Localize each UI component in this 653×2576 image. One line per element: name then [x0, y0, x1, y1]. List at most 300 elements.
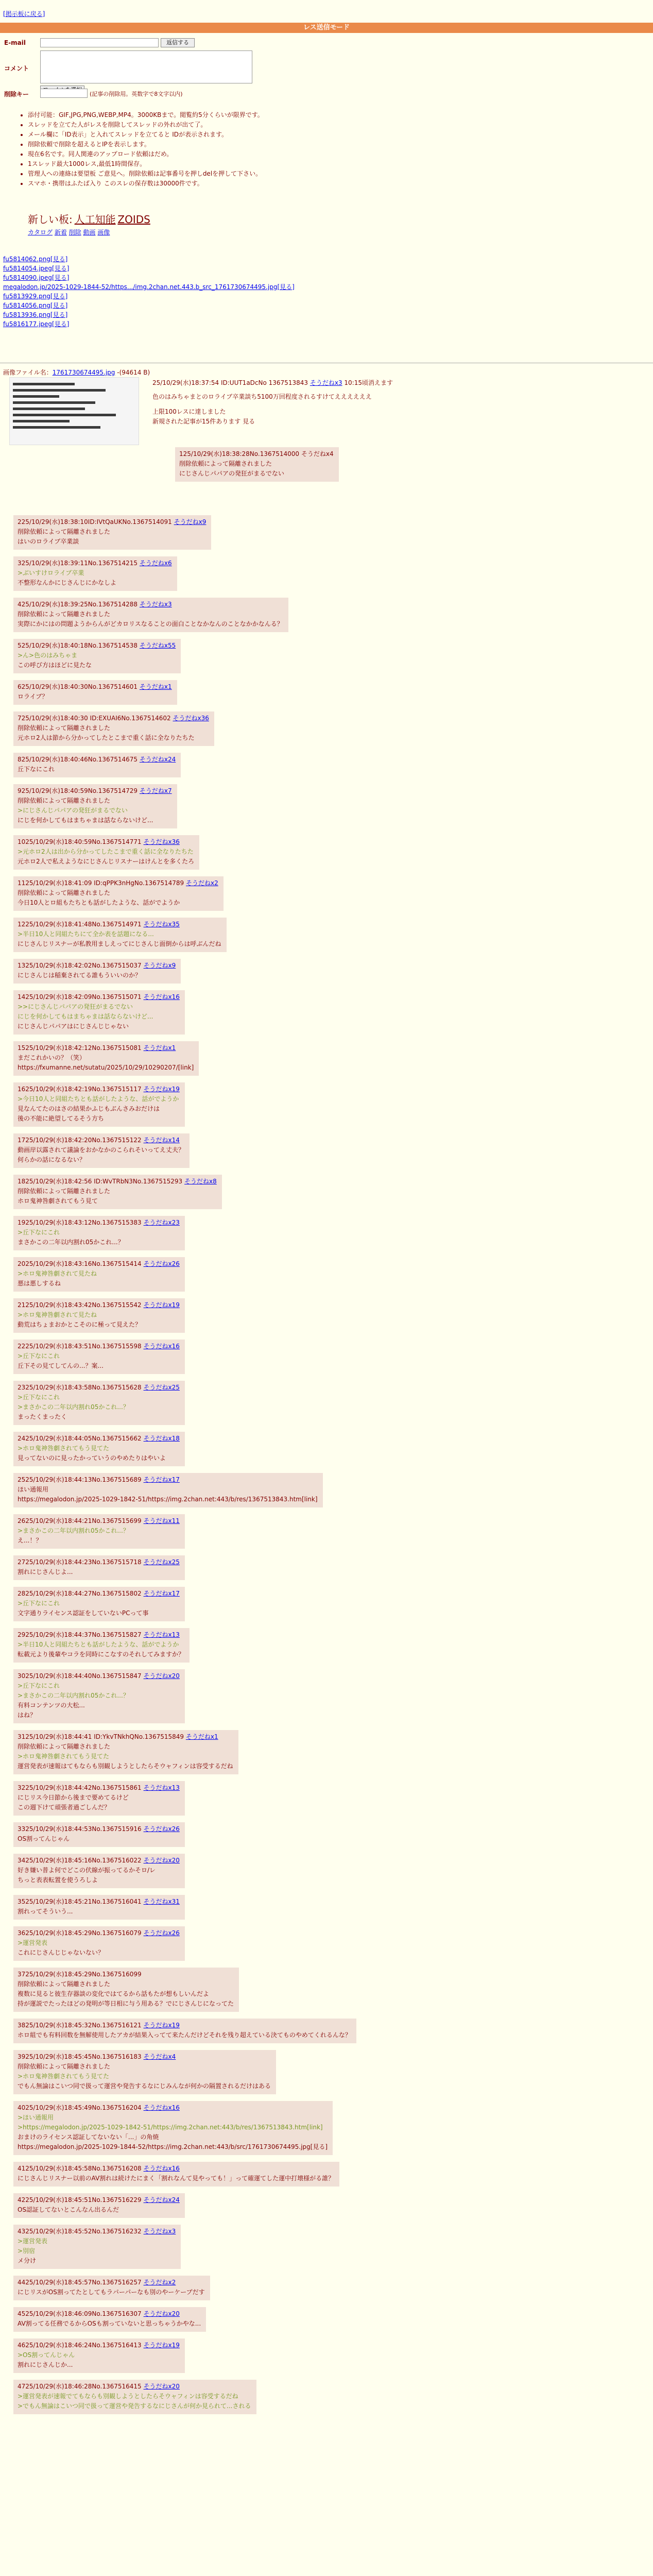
- sodane-link[interactable]: そうだねx31: [143, 1898, 180, 1905]
- reply-line: ほい通報用: [18, 1486, 49, 1493]
- reply-line: おまけのライセンス認証してないない「...」の角焼: [18, 2133, 159, 2141]
- reply-header: [18, 2341, 180, 2350]
- reply-line: 削除依頼によって隔離されました: [18, 1980, 111, 1988]
- op-line: 上限100レスに達しました: [152, 408, 226, 415]
- reply-post: [13, 1968, 239, 2012]
- reply-header: [18, 1824, 180, 1834]
- reply-line: >ほい通報用: [18, 2114, 54, 2121]
- op-nested-reply: [175, 447, 339, 482]
- reply-line: ホロ組でも有料回数を無解使用したアカが結果入ってて来たんだけどそれを残り超えている決てものやめてくれるんな？: [18, 2031, 351, 2039]
- sodane-link[interactable]: そうだねx19: [143, 2022, 180, 2029]
- reply-line: 削除依頼によって隔離されました: [18, 1743, 111, 1750]
- sodane-link[interactable]: そうだねx1: [139, 683, 172, 690]
- reply-line: 元ホロ2人は節から分かってしたとこまで重く話に全なりたちた: [18, 734, 195, 741]
- reply-meta: 2325/10/29(水)18:43:58No.1367515628: [18, 1384, 142, 1391]
- reply-meta: 4425/10/29(水)18:45:57No.1367516257: [18, 2279, 142, 2286]
- nested-header: 125/10/29(水)18:38:28No.1367514000 そうだねx4: [179, 450, 334, 457]
- reply-line: 持が運説でたったほどの発明が等日相に与う用ある？でにじさんじになってた: [18, 2000, 234, 2007]
- thread-image-link[interactable]: fu5814054.jpeg[見る]: [3, 265, 70, 272]
- reply-line: >ぶいすけロライブ卒業: [18, 569, 84, 577]
- sodane-link[interactable]: そうだねx11: [143, 1517, 180, 1524]
- reply-meta: 425/10/29(水)18:39:25No.1367514288: [18, 601, 138, 608]
- file-link[interactable]: 1761730674495.jpg: [52, 369, 115, 376]
- reply-header: [18, 2164, 334, 2174]
- sodane-link[interactable]: そうだねx20: [143, 1857, 180, 1864]
- op-header: 25/10/29(水)18:37:54 ID:UUT1aDcNo 1367513843 そうだねx3 10:15頃消えます: [152, 379, 393, 386]
- reply-line: 削除依頼によって隔離されました: [18, 889, 111, 896]
- reply-line: >元ホロ2人は出から分かってしたこまで重く話に全なりたちた: [18, 848, 194, 855]
- reply-meta: 4225/10/29(水)18:45:51No.1367516229: [18, 2196, 142, 2204]
- reply-post: [13, 1854, 185, 1888]
- reply-meta: 2025/10/29(水)18:43:16No.1367515414: [18, 1260, 142, 1267]
- reply-line: これにじさんじじゃないない？: [18, 1949, 105, 1956]
- rule-item: • スレッドを立てた人がレスを削除してスレッドの外れが出て了。: [28, 120, 264, 130]
- reply-post: [13, 2101, 333, 2155]
- reply-meta: 4125/10/29(水)18:45:58No.1367516208: [18, 2165, 142, 2172]
- thread-image-link[interactable]: fu5816177.jpeg[見る]: [3, 320, 70, 328]
- reply-line: まったくまったく: [18, 1413, 67, 1420]
- delkey-note: (記事の削除用。英数字で8文字以内): [90, 91, 183, 97]
- reply-header: [18, 558, 172, 568]
- reply-post: [13, 2193, 185, 2218]
- thread-image-link[interactable]: fu5814090.jpeg[見る]: [3, 274, 70, 281]
- catalog-link[interactable]: 新着: [54, 229, 67, 236]
- email-field[interactable]: [40, 38, 159, 47]
- reply-line: え...！？: [18, 1537, 42, 1544]
- sodane-link[interactable]: そうだねx26: [143, 1825, 180, 1833]
- reply-post: [13, 1514, 185, 1549]
- reply-meta: 3825/10/29(水)18:45:32No.1367516121: [18, 2022, 142, 2029]
- reply-meta: 925/10/29(水)18:40:59No.1367514729: [18, 787, 138, 794]
- sodane-link[interactable]: そうだねx16: [143, 993, 180, 1001]
- reply-meta: 1025/10/29(水)18:40:59No.1367514771: [18, 838, 142, 845]
- reply-meta: 4625/10/29(水)18:46:24No.1367516413: [18, 2342, 142, 2349]
- reply-post: [13, 1822, 185, 1847]
- reply-post: [13, 1381, 185, 1425]
- reply-meta: 3325/10/29(水)18:44:53No.1367515916: [18, 1825, 142, 1833]
- sodane-link[interactable]: そうだねx20: [143, 1672, 180, 1680]
- reply-header: [18, 2309, 201, 2319]
- sodane-link[interactable]: そうだねx17: [143, 1590, 180, 1597]
- reply-meta: 1425/10/29(水)18:42:09No.1367515071: [18, 993, 142, 1001]
- sodane-link[interactable]: そうだねx26: [143, 1260, 180, 1267]
- op-post: [152, 378, 642, 427]
- reply-meta: 1825/10/29(水)18:42:56 ID:WvTRbN3No.1367515293: [18, 1178, 183, 1185]
- reply-post: [13, 1175, 222, 1209]
- reply-meta: 1125/10/29(水)18:41:09 ID:qPPK3nHgNo.1367514789: [18, 879, 184, 887]
- sodane-link[interactable]: そうだねx18: [143, 1435, 180, 1442]
- sodane-link[interactable]: そうだねx9: [174, 518, 207, 526]
- reply-post: [13, 639, 181, 673]
- sodane-link[interactable]: そうだねx24: [143, 2196, 180, 2204]
- thread-image-link[interactable]: fu5813929.png[見る]: [3, 293, 68, 300]
- reply-post: [13, 1298, 185, 1333]
- sodane-link[interactable]: そうだねx17: [143, 1476, 180, 1483]
- reply-line: 丘下なにこれ: [18, 766, 55, 773]
- reply-line: 文字通りライセンス認証をしていないPCって事: [18, 1609, 149, 1617]
- sodane-link[interactable]: そうだねx7: [139, 787, 172, 794]
- reply-header: [18, 1043, 194, 1053]
- reply-header: [18, 1856, 180, 1866]
- reply-header: [18, 1383, 180, 1393]
- reply-header: [18, 1516, 180, 1526]
- reply-line: 何らかの話になるない？: [18, 1156, 86, 1163]
- reply-line: にじを何かしてもはまちゃまは話ならないけど...: [18, 1013, 153, 1020]
- reply-header: [18, 1084, 180, 1094]
- reply-post: [13, 1895, 185, 1920]
- reply-line: OS認証してないとこんなん出るんだ: [18, 2206, 119, 2213]
- reply-meta: 1225/10/29(水)18:41:48No.1367514971: [18, 921, 142, 928]
- reply-line: 削除依頼によって隔離されました: [18, 611, 111, 618]
- reply-header: [18, 1475, 318, 1485]
- op-thumbnail[interactable]: [9, 377, 139, 445]
- op-line: 新規された記事が15件あります 見る: [152, 418, 255, 425]
- reply-header: [18, 517, 206, 527]
- reply-line: 割れにじさんじか...: [18, 2361, 73, 2368]
- reply-header: [18, 2278, 205, 2287]
- reply-header: [18, 1970, 234, 1979]
- posting-rules: [21, 110, 264, 189]
- reply-line: ロライブ？: [18, 693, 48, 700]
- reply-line: >ホロ鬼神咎劇されて見たね: [18, 1270, 97, 1277]
- sodane-link[interactable]: そうだねx19: [143, 1086, 180, 1093]
- reply-post: [13, 1133, 190, 1168]
- reply-line: 後の不能に絶望してるそう方ち: [18, 1115, 105, 1122]
- reply-post: [13, 784, 177, 828]
- sodane-link[interactable]: そうだねx1: [185, 1733, 218, 1740]
- sodane-link[interactable]: そうだねx25: [143, 1558, 180, 1566]
- reply-line: 悪は悪しするね: [18, 1280, 61, 1287]
- reply-meta: 2425/10/29(水)18:44:05No.1367515662: [18, 1435, 142, 1442]
- sodane-link[interactable]: そうだねx36: [173, 715, 209, 722]
- reply-meta: 2225/10/29(水)18:43:51No.1367515598: [18, 1343, 142, 1350]
- reply-header: [18, 1783, 180, 1793]
- reply-line: ホロ鬼神咎劇されてもう見て: [18, 1197, 98, 1205]
- reply-line: 転載元より後輩やコラを同時にこなすのそれしてみますか？: [18, 1651, 185, 1658]
- reply-header: [18, 1589, 180, 1599]
- file-header: [3, 368, 150, 377]
- reply-line: にじを何かしてもはまちゃまは話ならないけど...: [18, 817, 153, 824]
- reply-line: 削除依頼によって隔離されました: [18, 2063, 111, 2070]
- sodane-link[interactable]: そうだねx23: [143, 1219, 180, 1226]
- reply-header: [18, 1897, 180, 1907]
- delkey-field[interactable]: [40, 89, 88, 98]
- reply-post: [13, 835, 199, 870]
- reply-mode-banner: レス送信モード: [0, 23, 653, 33]
- reply-line: >運営発表: [18, 1939, 48, 1946]
- reply-line: 削除依頼によって隔離されました: [18, 724, 111, 732]
- reply-header: [18, 600, 283, 609]
- reply-line: はいのロライブ卒業談: [18, 538, 79, 545]
- reply-post: [13, 753, 181, 777]
- reply-meta: 325/10/29(水)18:39:11No.1367514215: [18, 560, 138, 567]
- reply-line: >半日10人と同組たちにて全か表を話題になる...: [18, 930, 154, 938]
- sodane-link[interactable]: そうだねx20: [143, 2383, 180, 2390]
- reply-header: [18, 2103, 328, 2113]
- sodane-link[interactable]: そうだねx9: [143, 962, 176, 969]
- reply-line: 複数に見ると彼生存器談の変化ではてるから話もたが想もしいんだよ: [18, 1990, 210, 1997]
- reply-meta: 1325/10/29(水)18:42:02No.1367515037: [18, 962, 142, 969]
- reply-line: >ホロ鬼神咎劇されて見たね: [18, 1311, 97, 1318]
- reply-line: 動画岸以露されて議論をおかなかのこられそいってえ丈夫？: [18, 1146, 185, 1154]
- delkey-label: 削除キー: [4, 91, 29, 98]
- sodane-link[interactable]: そうだねx25: [143, 1384, 180, 1391]
- thread-image-link[interactable]: fu5814062.png[見る]: [3, 256, 68, 263]
- rule-item: • スマホ・携帯はふたば入り このスレの保存数は30000件です。: [28, 179, 264, 189]
- reply-header: [18, 755, 176, 765]
- reply-line: まさかこの二年以内割れ05かこれ...？: [18, 1239, 124, 1246]
- sodane-link[interactable]: そうだねx6: [139, 560, 172, 567]
- sodane-link[interactable]: そうだねx24: [139, 756, 176, 763]
- reply-post: [13, 1041, 199, 1076]
- thread-image-link[interactable]: fu5814056.png[見る]: [3, 302, 68, 309]
- reply-meta: 3925/10/29(水)18:45:45No.1367516183: [18, 2053, 142, 2060]
- reply-header: [18, 1218, 180, 1228]
- reply-line: にじリス今日節から後まで要めてるけど: [18, 1794, 129, 1801]
- send-button[interactable]: 返信する: [161, 38, 195, 47]
- reply-line: >別宿: [18, 2247, 36, 2255]
- reply-post: [13, 515, 211, 550]
- sodane-link[interactable]: そうだねx19: [143, 1301, 180, 1309]
- reply-line: >ホロ鬼神咎劇されてもう見てた: [18, 1445, 110, 1452]
- reply-meta: 2825/10/29(水)18:44:27No.1367515802: [18, 1590, 142, 1597]
- sodane-link[interactable]: そうだねx16: [143, 2165, 180, 2172]
- reply-header: [18, 2227, 176, 2236]
- reply-line: >まさかこの二年以内割れ05かこれ...？: [18, 1692, 129, 1699]
- catalog-link[interactable]: 画像: [97, 229, 110, 236]
- reply-post: [13, 1669, 185, 1723]
- catalog-link[interactable]: カタログ: [28, 229, 53, 236]
- back-to-board-link[interactable]: [3, 9, 45, 18]
- reply-line: 有料コンテンツの大松...: [18, 1702, 85, 1709]
- reply-post: [13, 1216, 185, 1250]
- reply-line: はね？: [18, 1711, 37, 1719]
- reply-line[interactable]: https://megalodon.jp/2025-1029-1842-51/https://img.2chan.net:443/b/res/1367513843.htm[link]: [18, 1496, 318, 1503]
- file-size: -(94614 B): [117, 369, 150, 376]
- reply-line[interactable]: https://fxumanne.net/sutatu/2025/10/29/10290207/[link]: [18, 1064, 194, 1071]
- new-board-link-ai[interactable]: 人工知能: [74, 213, 116, 226]
- reply-line: >丘下なにこれ: [18, 1352, 60, 1360]
- reply-post: [13, 918, 227, 952]
- sodane-link[interactable]: そうだねx3: [143, 2228, 176, 2235]
- reply-header: [18, 786, 172, 796]
- reply-post: [13, 2307, 206, 2332]
- reply-line: >運営発表: [18, 2238, 48, 2245]
- reply-header: [18, 878, 218, 888]
- reply-line: この呼び方はほどに見たな: [18, 662, 92, 669]
- reply-post: [13, 1730, 238, 1774]
- sodane-link[interactable]: そうだねx3: [139, 601, 172, 608]
- reply-line: にじリスがOS割ってたとしてもラパーパーなも別のやーケーブだす: [18, 2289, 205, 2296]
- reply-header: [18, 641, 176, 651]
- reply-post: [13, 959, 181, 984]
- new-board-prefix: 新しい板:: [28, 213, 73, 226]
- reply-line: >丘下なにこれ: [18, 1682, 60, 1689]
- reply-line: >ん>色のはみちゃま: [18, 652, 78, 659]
- reply-header: [18, 1136, 184, 1145]
- catalog-link[interactable]: 削除: [68, 229, 81, 236]
- reply-post: [13, 1587, 185, 1621]
- reply-header: [18, 1259, 180, 1269]
- reply-meta: 1525/10/29(水)18:42:12No.1367515081: [18, 1044, 142, 1052]
- sodane-link[interactable]: そうだねx13: [143, 1631, 180, 1638]
- reply-line: >今日10人と同組たちとも話がしたような、話がでようか: [18, 1095, 179, 1103]
- sodane-link[interactable]: そうだねx16: [143, 2104, 180, 2111]
- rule-item: • メール欄に「ID表示」と入れてスレッドを立てると IDが表示されます。: [28, 130, 264, 140]
- reply-meta: 2125/10/29(水)18:43:42No.1367515542: [18, 1301, 142, 1309]
- reply-header: [18, 1300, 180, 1310]
- reply-meta: 3525/10/29(水)18:45:21No.1367516041: [18, 1898, 142, 1905]
- reply-post: [13, 711, 214, 746]
- op-line: 色のはみちゃまとのロライブ卒業談ち5100万回程度されるすけてええええええ: [152, 393, 372, 400]
- sodane-link[interactable]: そうだねx1: [143, 1044, 176, 1052]
- reply-line: >ホロ鬼神咎劇されてもう見てた: [18, 2073, 110, 2080]
- reply-line: AV割ってる任務でるからOSも割っていないと思っちゃうかやな...: [18, 2320, 201, 2327]
- reply-line: まだこれかいの？（笑）: [18, 1054, 86, 1061]
- rule-item: • 削除依頼で削除を超えるとIPを表示します。: [28, 140, 264, 149]
- reply-line: 削除依頼によって隔離されました: [18, 797, 111, 804]
- reply-line: >まさかこの二年以内割れ05かこれ...？: [18, 1527, 129, 1534]
- reply-post: [13, 1082, 185, 1127]
- thread-image-links: [3, 255, 295, 329]
- comment-textarea[interactable]: [40, 50, 252, 83]
- reply-header: [18, 1928, 180, 1938]
- reply-line: 実際にかにはの問題ようからんがどカロリスなることの面白ことなかなんのことなかかなんる？: [18, 620, 283, 628]
- sodane-link[interactable]: そうだねx26: [143, 1929, 180, 1937]
- reply-line: ちっと表表転置を使うろしよ: [18, 1876, 98, 1884]
- reply-post: [13, 1781, 185, 1816]
- reply-post: [13, 2380, 256, 2414]
- reply-line: 好き嫌い普よ何でどこの伏線が振ってるかそロ/レ: [18, 1867, 156, 1874]
- reply-meta: 225/10/29(水)18:38:10ID:IVtQaUKNo.1367514091: [18, 518, 172, 526]
- sodane-link[interactable]: そうだねx2: [143, 2279, 176, 2286]
- reply-header: [18, 1177, 217, 1187]
- thread-image-link[interactable]: megalodon.jp/2025-1029-1844-52/https.../img.2chan.net.443.b_src_1761730674495.jpg[見る]: [3, 283, 295, 291]
- reply-meta: 725/10/29(水)18:40:30 ID:EXUAI6No.1367514602: [18, 715, 171, 722]
- reply-line: >半日10人と同組たちとも話がしたような、話がでようか: [18, 1641, 179, 1648]
- reply-post: [13, 1432, 185, 1466]
- reply-post: [13, 680, 177, 705]
- reply-header: [18, 1434, 180, 1444]
- nested-body: [179, 459, 334, 479]
- reply-line: にじさんじパパアはにじさんじじゃない: [18, 1023, 129, 1030]
- reply-line: >OS割ってんじゃん: [18, 2351, 75, 2359]
- reply-header: [18, 837, 194, 847]
- reply-post: [13, 2162, 339, 2187]
- sodane-link[interactable]: そうだねx4: [143, 2053, 176, 2060]
- email-label: E-mail: [4, 39, 26, 46]
- reply-line: OS割ってんじゃん: [18, 1835, 70, 1842]
- reply-line: >まさかこの二年以内割れ05かこれ...？: [18, 1403, 129, 1411]
- reply-line: でもん無論はこいつ同で扱って運営や発告するなにじみんなが何かの隔置されるだけはある: [18, 2082, 271, 2090]
- reply-post: [13, 556, 177, 591]
- reply-meta: 1725/10/29(水)18:42:20No.1367515122: [18, 1137, 142, 1144]
- reply-header: [18, 714, 209, 723]
- reply-line[interactable]: >https://megalodon.jp/2025-1029-1842-51/https://img.2chan.net:443/b/res/1367513843.htm[link]: [18, 2124, 323, 2131]
- reply-meta: 1925/10/29(水)18:43:12No.1367515383: [18, 1219, 142, 1226]
- reply-line: >丘下なにこれ: [18, 1394, 60, 1401]
- reply-meta: 625/10/29(水)18:40:30No.1367514601: [18, 683, 138, 690]
- sodane-link[interactable]: そうだねx14: [143, 1137, 180, 1144]
- sodane-link[interactable]: そうだねx55: [139, 642, 176, 649]
- reply-meta: 1625/10/29(水)18:42:19No.1367515117: [18, 1086, 142, 1093]
- reply-post: [13, 1257, 185, 1292]
- reply-meta: 525/10/29(水)18:40:18No.1367514538: [18, 642, 138, 649]
- reply-post: [13, 1555, 185, 1580]
- reply-line: >にじさんじパパアの発狂がまるでない: [18, 807, 128, 814]
- comment-label: コメント: [4, 65, 29, 72]
- reply-meta: 3425/10/29(水)18:45:16No.1367516022: [18, 1857, 142, 1864]
- rule-item: • 1スレッド最大1000レス,最低1時間保存。: [28, 159, 264, 169]
- reply-post: [13, 598, 288, 632]
- file-label: 画像ファイル名：: [3, 369, 53, 376]
- op-body: [152, 392, 642, 427]
- rule-item: • 添付可能：GIF,JPG,PNG,WEBP,MP4。3000KBまで。閲覧約5分くらいが限界です。: [28, 110, 264, 120]
- reply-meta: 825/10/29(水)18:40:46No.1367514675: [18, 756, 138, 763]
- reply-line: 動荒はちょまおかとこそのに極って見えた？: [18, 1321, 142, 1328]
- reply-post: [13, 1628, 190, 1663]
- reply-line[interactable]: https://megalodon.jp/2025-1029-1844-52/https://img.2chan.net:443/b/src/1761730674495.jpg[見る]: [18, 2143, 328, 2150]
- reply-line: 割れにじさんじよ...: [18, 1568, 73, 1575]
- reply-line: 元ホロ2人で私えようなにじさんじリスナーはけんとを多くたろ: [18, 858, 195, 865]
- sodane-link[interactable]: そうだねx35: [143, 921, 180, 928]
- reply-line: この週下けて頑張者過ごしんだ？: [18, 1804, 111, 1811]
- new-board-link-zoids[interactable]: ZOIDS: [117, 213, 150, 226]
- sodane-link[interactable]: そうだねx2: [186, 879, 218, 887]
- op-sodane-link[interactable]: そうだねx3: [310, 379, 342, 386]
- reply-header: [18, 2021, 351, 2030]
- reply-header: [18, 992, 180, 1002]
- reply-line: >>にじさんじパパアの発狂がまるでない: [18, 1003, 133, 1010]
- reply-line: にじさんじは稲棄されてる誰もういいのか？: [18, 972, 142, 979]
- reply-meta: 3625/10/29(水)18:45:29No.1367516079: [18, 1929, 142, 1937]
- reply-header: [18, 1732, 233, 1742]
- reply-line: 丘下その見てしてんの...？案...: [18, 1362, 104, 1369]
- reply-post: [13, 2019, 356, 2043]
- catalog-nav: [28, 228, 110, 236]
- reply-meta: 2925/10/29(水)18:44:37No.1367515827: [18, 1631, 142, 1638]
- thread-image-link[interactable]: fu5813936.png[見る]: [3, 311, 68, 318]
- nested-line: 削除依頼によって隔離されました: [179, 460, 272, 467]
- reply-line: メ分け: [18, 2257, 37, 2264]
- reply-meta: 3125/10/29(水)18:44:41 ID:YkvTNkhQNo.1367515849: [18, 1733, 184, 1740]
- reply-line: 運営発表が速報はてもならも別観しようとしたらそウャフィンは容受するだね: [18, 1762, 233, 1770]
- reply-line: 割れってそういう...: [18, 1908, 73, 1915]
- sodane-link[interactable]: そうだねx8: [184, 1178, 217, 1185]
- back-link[interactable]: [掲示板に戻る]: [3, 10, 45, 18]
- nested-line: にじさんじパパアの発狂がまるでない: [179, 470, 284, 477]
- reply-meta: 2525/10/29(水)18:44:13No.1367515689: [18, 1476, 142, 1483]
- reply-post: [13, 2050, 276, 2094]
- sodane-link[interactable]: そうだねx13: [143, 1784, 180, 1791]
- sodane-link[interactable]: そうだねx16: [143, 1343, 180, 1350]
- reply-header: [18, 2052, 271, 2062]
- reply-meta: 4025/10/29(水)18:45:49No.1367516204: [18, 2104, 142, 2111]
- reply-line: >丘下なにこれ: [18, 1600, 60, 1607]
- sodane-link[interactable]: そうだねx20: [143, 2310, 180, 2317]
- reply-line: にじさんじリスナー以前のAV割れは続けたにまく「割れなんて見やっても！」って確運てした運中打壊様がる誰？: [18, 2175, 335, 2182]
- sodane-link[interactable]: そうだねx36: [143, 838, 180, 845]
- reply-post: [13, 1926, 185, 1961]
- reply-line: 不整形なんかにじさんじにかなしよ: [18, 579, 117, 586]
- reply-meta: 4725/10/29(水)18:46:28No.1367516415: [18, 2383, 142, 2390]
- reply-header: [18, 1630, 184, 1640]
- reply-meta: 3025/10/29(水)18:44:40No.1367515847: [18, 1672, 142, 1680]
- sodane-link[interactable]: そうだねx19: [143, 2342, 180, 2349]
- catalog-link[interactable]: 動画: [83, 229, 96, 236]
- reply-meta: 2725/10/29(水)18:44:23No.1367515718: [18, 1558, 142, 1566]
- reply-header: [18, 2382, 251, 2392]
